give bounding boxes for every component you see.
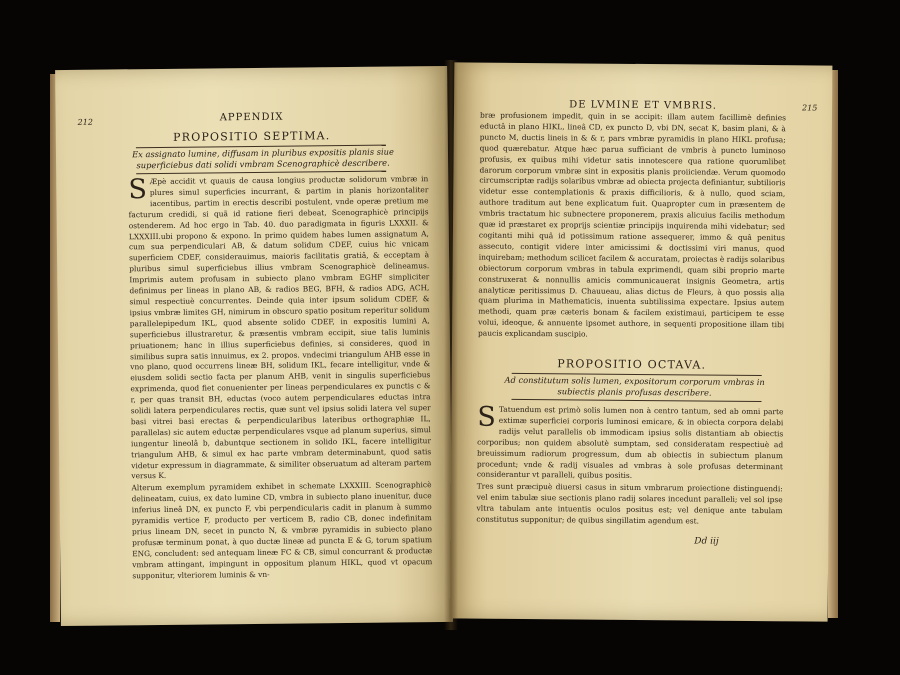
page-number: 215 <box>802 103 818 113</box>
book-gutter <box>444 60 458 630</box>
main-text <box>128 174 432 583</box>
page-number: 212 <box>77 117 93 127</box>
paragraph: Tres sunt præcipuè diuersi casus in situm vmbrarum proiectione distinguendi: vel enim tabulæ siue sectionis plano radij solares incedunt paralleli; vel sol ipse vltra tabulam ante intuentis oculos positus est; vel denique ante tabulam constitutus supponitur; de quibus singillatim agendum est. <box>476 481 783 526</box>
drop-cap: S <box>477 401 496 433</box>
running-head: DE LVMINE ET VMBRIS. <box>569 99 717 112</box>
proposition-title: PROPOSITIO SEPTIMA. <box>173 129 331 144</box>
main-text <box>476 401 784 530</box>
proposition-enunciation: Ad constitutum solis lumen, expositorum corporum vmbras in subiectis planis profusas describere. <box>504 374 765 398</box>
proposition-enunciation: Ex assignato lumine, diffusam in pluribus expositis planis siue superficiebus dati solidi vmbram Scenographicè describere. <box>132 146 394 171</box>
paragraph: Alterum exemplum pyramidem exhibet in schemate LXXXIII. Scenographicè delineatam, cuius, ex dato lumine CD, vmbra in subiecto plano inuenitur, duce inferius lineâ DN, ex puncto F, vbi perpendicularis cadit in planum à summo pyramidis vertice F, producto per verticem B, radio CB, donec indefinitam prius lineam DN, secet in puncto N, & vmbræ pyramidis in subiecto plano profusæ terminum ponat, à quo ductæ lineæ ad puncta E & G, torum spatium ENG, concludent: sed antequam lineæ FC & CB, simul concurrant & productæ vmbram attingant, impingunt in oppositum planum HIKL, quod vt opacum supponitur, vlteriorem luminis & vn- <box>131 480 433 580</box>
enunciation-rule <box>136 171 386 175</box>
paragraph: Æpè accidit vt quauis de causa longius productæ solidorum vmbræ in plures simul superficies incurrant, & partim in planis horizontaliter iacentibus, partim in erectis describi postulent, vnde operæ pretium me facturum credidi, si quã id ratione fieri debeat, Scenographicè principijs ostenderem. Ad hoc ergo in Tab. 40. duo paradigmata in figuris LXXXII. & LXXXIII.ubi propono & expono. In primo quidem habes lumen assignatum A, cum sua perpendiculari AB, & datum solidum CDEF, cuius hic vnicam superficiem CDEF, considerauimus, maioris facilitatis gratiâ, & ecceptam à pluribus simul superficiebus illius vmbram Scenographicè delineamus. Imprimis autem profusam in subiecto plano vmbram EGHF simpliciter definimus per lineas in plano AB, & radios BEG, BFH, & radios ADG, ACH, simul respectiuè concurrentes. Deinde quia inter ipsum solidum CDEF, & ipsius vmbræ limites GH, nimirum in obscuro spatio positum reperitur solidum parallelepipedum IKL, quod absente solido CDEF, in expositis lumini A, superficiebus illustraretur, & præsentis vmbram eccipit, siue talis luminis priuationem; hanc in illius superficiebus definies, si consideres, quod in similibus supra satis innuimus, ex 2. propos. vndecimi triangulum AHB esse in vno plano, quod occurrens lineæ BH, solidum IKL, fecare intelligitur, vnde & eiusdem solidi sectio facta per planum AHB, venit in singulis superficiebus exprimenda, quod fiet conuenienter per lineas perpendiculares ex punctis c & r, per quas transit BH, eductas (voco autem perpendiculares eductas intra solidi latera perpendiculares rectis, quæ sunt vel ipsius solidi latera vel super basi vitrei basi erectas & perpendicularibus lateribus orthographiæ IL, parallelas) sic autem eductæ perpendiculares vsque ad planum superius, simul iungentur lineolâ b, dabuntque sectionem in solido IKL, facere intelligitur triangulum AHB, & simul ex hac parte vmbram determinabunt, quod satis videtur expressum in diagrammate, & similiter obseruatum ad alteram partem versus K. <box>128 174 432 481</box>
signature-mark: Dd iij <box>694 536 719 547</box>
left-page <box>55 66 453 626</box>
running-head: APPENDIX <box>219 111 284 124</box>
paragraph: Tatuendum est primò solis lumen non à centro tantum, sed ab omni parte extimæ superficiei corporis luminosi emicare, & in obiecta corpora delabi radijs velut parallelis ob immodicam ipsius solis distantiam ab obiectis corporibus; non quidem absolutè sumptam, sed consideratam respectiuè ad breuissimum radiorum progressum, dum ab obiectis in subiectum planum procedunt; vnde & radij visuales ad vmbras à sole profusas determinant considerantur vt paralleli, quibus positis. <box>476 404 784 481</box>
right-page <box>450 62 833 621</box>
continued-text: bræ profusionem impedit, quin in se accipit: illam autem facillimè definies eductâ in plano HIKL, lineâ CD, ex puncto D, vbi DN, secat K, basim plani, & à puncto M, ductis lineis in & & r, pars vmbræ pyramidis in plano HIKL profusa; quod quærebatur. Atque hæc parua sufficiant de vmbris à puncto luminoso profusis, ex quibus mihi videtur satis innotescere qua ratione quorumlibet darorum corporum vmbræ sint in expositis planis proiiciendæ. Verum quomodo circumscriptæ radijs solaribus vmbræ ad obiecta projecta definiantur, subtilioris videtur esse contemplationis & praxis difficilioris, & à nullo, quod sciam, authore traditum aut bene explicatum fuit. Quapropter cum in præsentem de vmbris tractatum hic subnectere proponerem, praxis alicuius facilis methodum quæ id præstaret ex proprijs scientiæ principijs inquirenda mihi videbatur; sed cogitanti mihi quâ id potissimum ratione assequerer, immo & quâ penitus assecuto, contigit videre inter amicissimi & doctissimi viri manus, quod inquirebam; methodum scilicet facilem & accuratam, proiectas è radijs solaribus obiectorum corporum vmbras in tabula exprimendi, quam sibi proprio marte construxerat & nonnullis amicis communicauerat insignis Geometra, artis analyticæ peritissimus D. Chauueau, alias dictus de Fleurs, à quo possis alia quam plurima in Mathematicis, inuenta subtilissima expectare. Ipsius autem methodi, quam præ cæteris bonam & facilem existimaui, participem te esse volui, ideoque, & annuente ipsomet authore, in sequenti propositione illam tibi paucis explicandam suscipio. <box>478 110 787 339</box>
enunciation-rule <box>511 399 761 402</box>
drop-cap: S <box>128 174 148 206</box>
proposition-title: PROPOSITIO OCTAVA. <box>557 357 707 372</box>
